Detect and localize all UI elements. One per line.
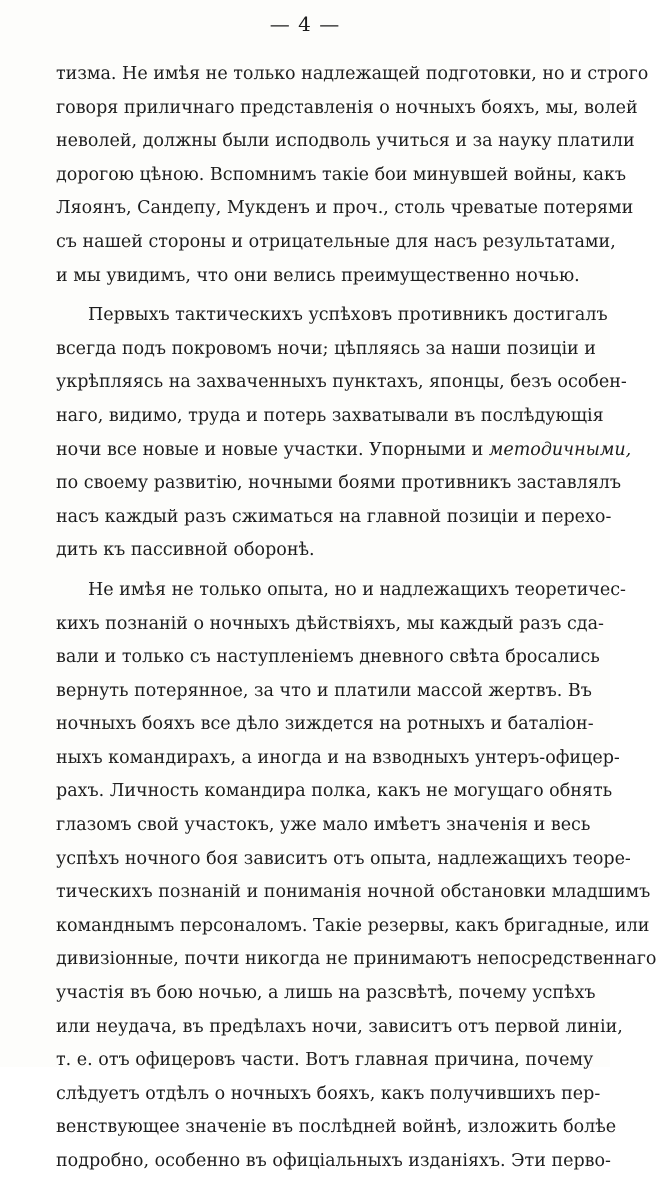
text-line: участія въ бою ночью, а лишь на разсвѣтѣ, почему успѣхъ [56, 983, 596, 1004]
text-line: съ нашей стороны и отрицательные для насъ результатами, [56, 231, 616, 252]
text-line: дить къ пассивной оборонѣ. [56, 540, 315, 561]
text-line: слѣдуетъ отдѣлъ о ночныхъ бояхъ, какъ получившихъ пер- [56, 1083, 601, 1104]
text-line: рахъ. Личность командира полка, какъ не могущаго обнять [56, 781, 613, 802]
text-line: глазомъ свой участокъ, уже мало имѣетъ значенія и весь [56, 815, 591, 836]
text-line: или неудача, въ предѣлахъ ночи, зависитъ отъ первой линіи, [56, 1016, 623, 1037]
text-line: говоря приличнаго представленія о ночныхъ бояхъ, мы, волей [56, 97, 638, 118]
text-fragment: ночи все новые и новые участки. Упорными и [56, 439, 484, 460]
paragraph-2 [56, 299, 632, 568]
text-line: кихъ познаній о ночныхъ дѣйствіяхъ, мы каждый разъ сда- [56, 613, 604, 634]
text-line: т. е. отъ офицеровъ части. Вотъ главная причина, почему [56, 1050, 594, 1071]
text-line: ночныхъ бояхъ все дѣло зиждется на ротныхъ и баталіон- [56, 714, 594, 735]
text-line: успѣхъ ночного боя зависитъ отъ опыта, надлежащихъ теоре- [56, 848, 631, 869]
text-line: укрѣпляясь на захваченныхъ пунктахъ, японцы, безъ особен- [56, 372, 627, 393]
text-line: и мы увидимъ, что они велись преимущественно ночью. [56, 265, 580, 286]
text-line: насъ каждый разъ сжиматься на главной позиціи и перехо- [56, 506, 612, 527]
text-line: Не имѣя не только опыта, но и надлежащихъ теоретичес- [88, 579, 626, 600]
text-line: тизма. Не имѣя не только надлежащей подготовки, но и строго [56, 64, 649, 84]
text-line: вернуть потерянное, за что и платили массой жертвъ. Въ [56, 680, 592, 701]
text-line: ныхъ командирахъ, а иногда и на взводныхъ унтеръ-офицер- [56, 747, 620, 768]
text-line: всегда подъ покровомъ ночи; цѣпляясь за наши позиціи и [56, 338, 596, 359]
paragraph-3 [56, 574, 656, 1179]
body-text [56, 58, 656, 1179]
text-line: команднымъ персоналомъ. Такіе резервы, какъ бригадные, или [56, 915, 650, 936]
emphasis-word: методичными, [488, 439, 632, 460]
text-line: Ляоянъ, Сандепу, Мукденъ и проч., столь чреватые потерями [56, 198, 634, 219]
text-line: вали и только съ наступленіемъ дневного свѣта бросались [56, 647, 600, 668]
text-line: тическихъ познаній и пониманія ночной обстановки младшимъ [56, 882, 651, 903]
text-line: дивизіонные, почти никогда не принимаютъ непосредственнаго [56, 949, 656, 970]
text-line: дорогою цѣною. Вспомнимъ такіе бои минувшей войны, какъ [56, 164, 627, 185]
text-line: венствующее значеніе въ послѣдней войнѣ, изложить болѣе [56, 1117, 617, 1138]
text-line: неволей, должны были исподволь учиться и за науку платили [56, 131, 635, 152]
page-number: — 4 — [269, 12, 341, 36]
text-line: Первыхъ тактическихъ успѣховъ противникъ достигалъ [88, 305, 608, 326]
text-line: подробно, особенно въ офиціальныхъ изданіяхъ. Эти перво- [56, 1151, 611, 1171]
paragraph-1 [56, 58, 649, 293]
text-line: наго, видимо, труда и потерь захватывали въ послѣдующія [56, 405, 604, 426]
text-line: по своему развитію, ночными боями противникъ заставлялъ [56, 473, 621, 494]
text-line-with-emphasis [56, 434, 632, 468]
